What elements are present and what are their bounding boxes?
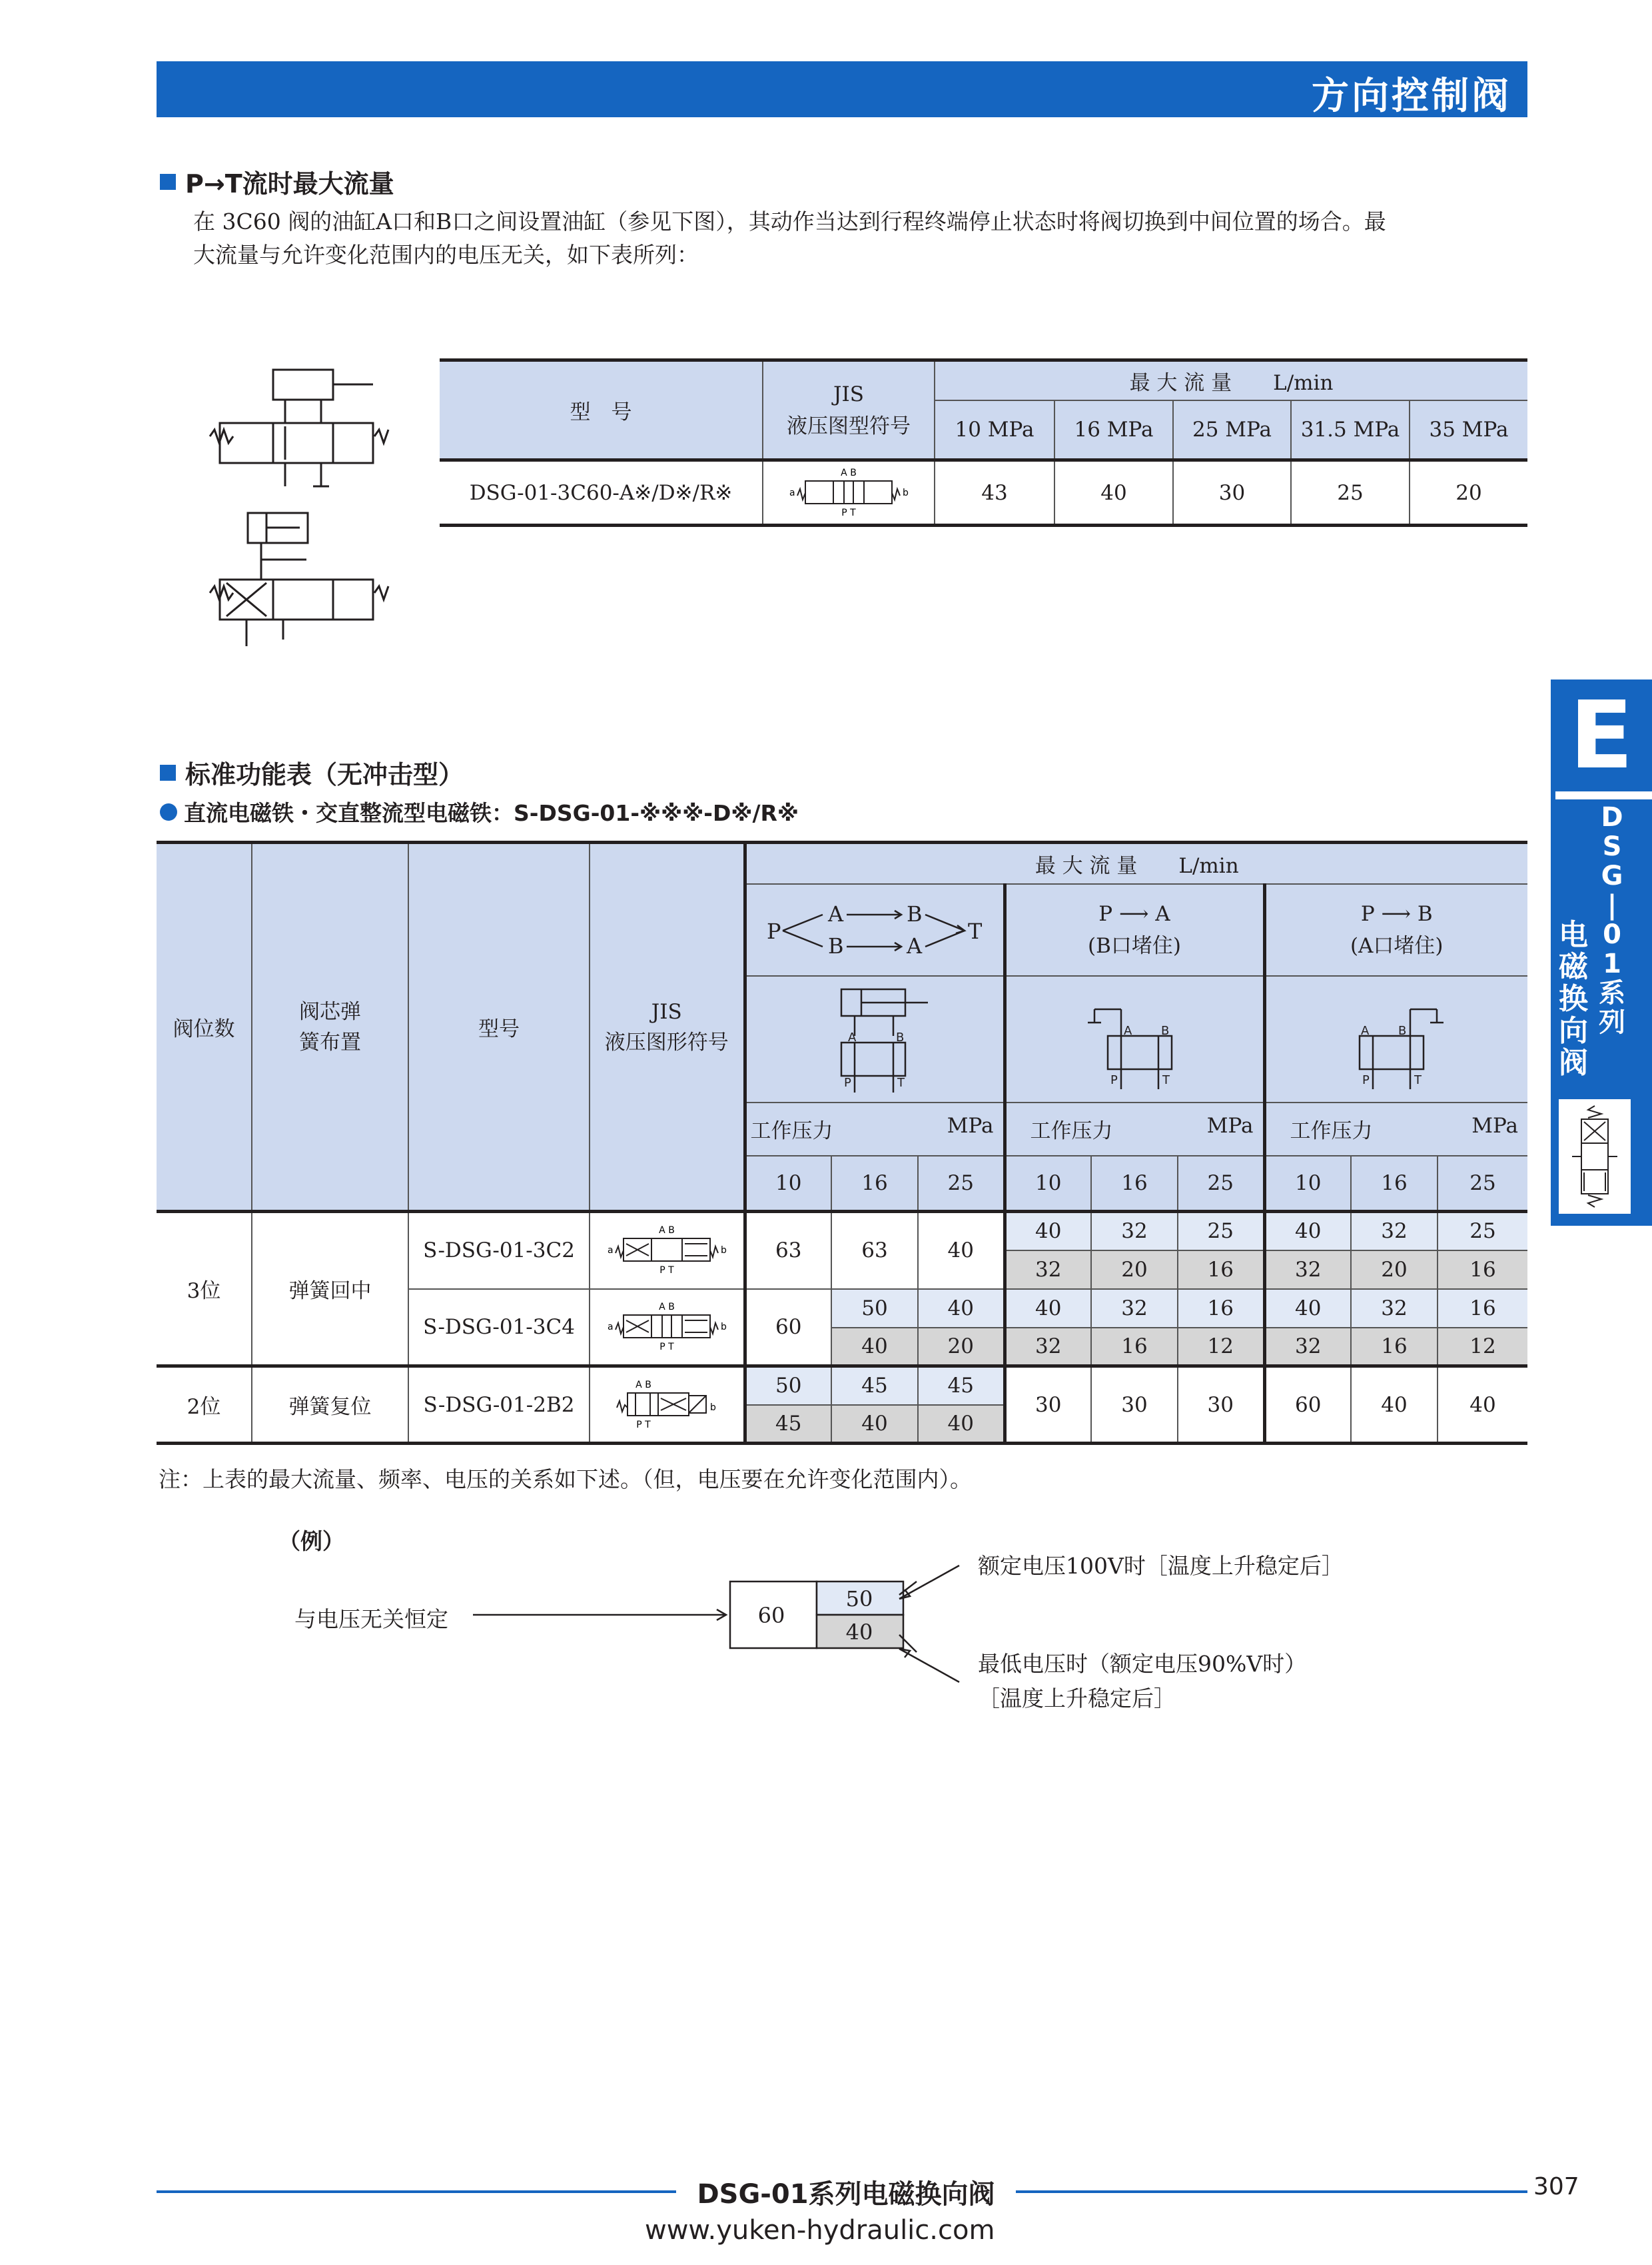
side-tab-series: [1592, 803, 1632, 1037]
flow-value: 25: [1178, 1212, 1264, 1250]
function-table: [157, 841, 1527, 1445]
jis-symbol-cell: [590, 1289, 745, 1366]
svg-text:a: a: [607, 1245, 614, 1256]
blocked-b-icon: [1074, 983, 1194, 1096]
spool-cell: 弹簧回中: [252, 1212, 408, 1366]
svg-text:50: 50: [845, 1586, 873, 1611]
col-model-header: 型 号: [440, 360, 763, 460]
flow-value: 25: [1438, 1212, 1527, 1250]
side-tab-words: [1553, 919, 1593, 1079]
svg-text:P T: P T: [659, 1265, 674, 1276]
flow-value: 40: [1264, 1289, 1351, 1328]
flow-value: 32: [1264, 1328, 1351, 1366]
jis-symbol-cell: [590, 1366, 745, 1444]
flow-value: 20: [1091, 1250, 1178, 1289]
spool-cell: 弹簧复位: [252, 1366, 408, 1444]
footer-title: DSG-01系列电磁换向阀: [697, 2179, 995, 2210]
flow-value: 40: [1351, 1366, 1438, 1444]
flow-value: 12: [1178, 1328, 1264, 1366]
flow-value: 40: [1005, 1289, 1091, 1328]
flow-value: 45: [745, 1405, 831, 1444]
series-char: S: [1602, 831, 1622, 862]
flow-value: 60: [1264, 1366, 1351, 1444]
jis-sublabel: 液压图型符号: [787, 414, 911, 438]
svg-text:a: a: [789, 487, 795, 498]
svg-text:A B: A B: [635, 1379, 651, 1390]
flow-value: 60: [745, 1289, 831, 1366]
svg-text:A B: A B: [658, 1225, 675, 1236]
flow-path-pabt: [745, 884, 1005, 976]
wp-text: 工作压力: [1290, 1119, 1373, 1143]
flow-value: 40: [1054, 460, 1173, 526]
flow-title: P ⟶ B: [1360, 901, 1433, 926]
flow-value: 40: [1264, 1212, 1351, 1250]
example-label: （例）: [278, 1528, 344, 1554]
svg-text:A B: A B: [658, 1301, 675, 1312]
flow-value: 45: [918, 1366, 1005, 1405]
jis-symbol-cell: [590, 1212, 745, 1289]
paragraph-line: 在 3C60 阀的油缸A口和B口之间设置油缸（参见下图），其动作当达到行程终端停止状态时将阀切换到中间位置的场合。最: [193, 209, 1386, 234]
flow-value: 25: [1291, 460, 1410, 526]
circle-bullet-icon: [160, 803, 177, 821]
flow-value: 40: [918, 1212, 1005, 1289]
pressure-col: 16: [831, 1156, 918, 1212]
svg-text:T: T: [1162, 1073, 1170, 1087]
svg-text:P: P: [767, 918, 781, 944]
pressure-col: 16: [1351, 1156, 1438, 1212]
side-tab-letter: E: [1569, 681, 1633, 790]
work-pressure-label: [1005, 1103, 1264, 1156]
header-banner: [157, 61, 1527, 117]
series-char: 列: [1599, 1007, 1625, 1038]
wp-unit: MPa: [947, 1114, 994, 1138]
model-cell: S-DSG-01-2B2: [408, 1366, 590, 1444]
pressure-col: 25: [918, 1156, 1005, 1212]
side-tab-divider: [1555, 791, 1652, 799]
word-char: 磁: [1559, 950, 1588, 984]
circuit-sketch-3: [1264, 976, 1527, 1103]
flow-value: 20: [1455, 480, 1482, 505]
pressure-header: 10 MPa: [935, 400, 1054, 460]
svg-text:60: 60: [757, 1603, 785, 1628]
h-model: 型号: [408, 843, 590, 1212]
svg-text:T: T: [968, 918, 983, 944]
example-left-text: 与电压无关恒定: [294, 1606, 448, 1632]
wp-text: 工作压力: [1030, 1119, 1113, 1143]
side-tab-valve-icon: [1559, 1099, 1631, 1214]
svg-text:P T: P T: [636, 1419, 651, 1430]
valve-3c2-symbol-icon: [604, 1224, 730, 1277]
flow-value: 16: [1438, 1289, 1527, 1328]
pressure-header: 35 MPa: [1429, 417, 1509, 442]
pressure-col: 25: [1469, 1170, 1496, 1195]
svg-text:B: B: [1161, 1023, 1170, 1038]
svg-text:P: P: [1362, 1073, 1370, 1087]
page-number: 307: [1533, 2173, 1579, 2200]
col-flow-header: 最 大 流 量 L/min: [935, 360, 1527, 400]
model-cell: S-DSG-01-3C4: [408, 1289, 590, 1366]
svg-text:A: A: [1124, 1023, 1132, 1038]
flow-value: 40: [831, 1405, 918, 1444]
flow-value: 16: [1438, 1250, 1527, 1289]
flow-note: (B口堵住): [1088, 933, 1181, 958]
flow-value: 63: [831, 1212, 918, 1289]
valve-vertical-icon: [1559, 1099, 1631, 1214]
h-spool: [252, 843, 408, 1212]
valve-3c4-symbol-icon: [604, 1300, 730, 1354]
paragraph-line: 大流量与允许变化范围内的电压无关，如下表所列：: [193, 242, 699, 268]
svg-text:b: b: [903, 487, 909, 498]
example-right-top: 额定电压100V时［温度上升稳定后］: [978, 1553, 1344, 1579]
word-char: 换: [1559, 982, 1588, 1016]
svg-text:a: a: [607, 1321, 614, 1332]
flow-value: 40: [1438, 1366, 1527, 1444]
flow-value: 32: [1264, 1250, 1351, 1289]
positions-cell: 3位: [157, 1212, 252, 1366]
pressure-col: 10: [745, 1156, 831, 1212]
flow-value: 30: [1173, 460, 1291, 526]
svg-text:P: P: [1110, 1073, 1118, 1087]
footer-url[interactable]: www.yuken-hydraulic.com: [645, 2215, 995, 2246]
svg-text:B: B: [907, 901, 923, 927]
pressure-header: 25 MPa: [1173, 400, 1291, 460]
flow-value: 20: [1351, 1250, 1438, 1289]
flow-value: 16: [1178, 1289, 1264, 1328]
circuit-sketch-1: [745, 976, 1005, 1103]
svg-text:B: B: [1398, 1023, 1407, 1038]
svg-text:P T: P T: [841, 507, 856, 518]
page-title: 方向控制阀: [1312, 75, 1511, 118]
footer-line-right: [1016, 2190, 1527, 2193]
svg-text:T: T: [897, 1075, 905, 1090]
flow-value: 40: [1005, 1212, 1091, 1250]
flow-value: 16: [1178, 1250, 1264, 1289]
cylinder-circuit-diagram-bottom: [206, 506, 393, 653]
flow-value: 32: [1091, 1212, 1178, 1250]
wp-unit: MPa: [1206, 1114, 1254, 1138]
series-char: 系: [1599, 978, 1625, 1009]
section1-paragraph: [193, 205, 1532, 272]
flow-value: 32: [1351, 1289, 1438, 1328]
example-arrows: [893, 1552, 973, 1685]
flow-path-pb: [1264, 884, 1527, 976]
flow-value: 32: [1005, 1250, 1091, 1289]
work-pressure-label: [745, 1103, 1005, 1156]
flow-value: 43: [935, 460, 1054, 526]
cylinder-icon: [815, 983, 935, 1096]
flow-value: 30: [1005, 1366, 1091, 1444]
svg-text:P T: P T: [659, 1341, 674, 1352]
blocked-a-icon: [1337, 983, 1457, 1096]
svg-text:T: T: [1414, 1073, 1422, 1087]
series-char: D: [1601, 802, 1623, 833]
flow-value: 12: [1438, 1328, 1527, 1366]
word-char: 阀: [1559, 1046, 1588, 1080]
svg-text:B: B: [828, 933, 844, 959]
jis-sublabel: 液压图形符号: [604, 1030, 729, 1055]
jis-label: JIS: [651, 999, 682, 1024]
wp-text: 工作压力: [750, 1119, 833, 1143]
svg-text:B: B: [896, 1030, 905, 1045]
flow-value: 16: [1091, 1328, 1178, 1366]
flow-value: 40: [831, 1328, 918, 1366]
section1-heading: [160, 163, 394, 200]
svg-text:A: A: [1360, 1023, 1370, 1038]
footer-line-left: [157, 2190, 676, 2193]
wp-unit: MPa: [1471, 1114, 1518, 1138]
series-char: 0: [1603, 919, 1621, 950]
table-note: 注：上表的最大流量、频率、电压的关系如下述。（但，电压要在允许变化范围内）。: [159, 1466, 972, 1492]
flow-value: 16: [1351, 1328, 1438, 1366]
model-cell: DSG-01-3C60-A※/D※/R※: [440, 460, 763, 526]
svg-text:A: A: [828, 901, 844, 927]
svg-text:P: P: [844, 1075, 851, 1090]
flow-value: 40: [918, 1289, 1005, 1328]
series-char: G: [1601, 861, 1623, 891]
section2-subtitle: 直流电磁铁・交直整流型电磁铁：S-DSG-01-※※※-D※/R※: [184, 800, 799, 826]
svg-text:40: 40: [845, 1619, 873, 1645]
svg-text:A B: A B: [841, 467, 857, 478]
valve-2b2-symbol-icon: [604, 1378, 730, 1432]
svg-text:b: b: [720, 1245, 727, 1256]
word-char: 向: [1559, 1014, 1588, 1048]
flow-value: 63: [745, 1212, 831, 1289]
work-pressure-label: [1264, 1103, 1527, 1156]
circuit-sketch-2: [1005, 976, 1264, 1103]
flow-value: 32: [1091, 1289, 1178, 1328]
flow-value: 32: [1351, 1212, 1438, 1250]
pressure-col: 16: [1091, 1156, 1178, 1212]
flow-value: 30: [1091, 1366, 1178, 1444]
pressure-col: 10: [1005, 1156, 1091, 1212]
section1-title: P→T流时最大流量: [185, 169, 394, 199]
square-bullet-icon: [160, 765, 176, 781]
section2-subheading: [160, 796, 799, 827]
cylinder-circuit-diagram-top: [206, 363, 393, 496]
pressure-header: 31.5 MPa: [1291, 400, 1410, 460]
col-jis-header: [763, 360, 935, 460]
pressure-col: 10: [1264, 1156, 1351, 1212]
spool-label-line: 簧布置: [299, 1030, 361, 1055]
flow-value: 20: [918, 1328, 1005, 1366]
flow-value: 32: [1005, 1328, 1091, 1366]
svg-text:b: b: [720, 1321, 727, 1332]
svg-text:A: A: [848, 1030, 857, 1045]
example-right-bottom: [978, 1647, 1306, 1716]
h-flow: 最 大 流 量 L/min: [745, 843, 1527, 884]
svg-text:A: A: [907, 933, 923, 959]
series-char: |: [1607, 890, 1617, 921]
flow-value: 50: [745, 1366, 831, 1405]
pt-flow-table: [440, 358, 1527, 527]
model-cell: S-DSG-01-3C2: [408, 1212, 590, 1289]
flow-note: (A口堵住): [1350, 933, 1444, 958]
pressure-col: 25: [1178, 1156, 1264, 1212]
positions-cell: 2位: [157, 1366, 252, 1444]
h-positions: 阀位数: [157, 843, 252, 1212]
section2-heading: [160, 754, 464, 791]
flow-value: 45: [831, 1366, 918, 1405]
right-bottom-line: 最低电压时（额定电压90%V时）: [978, 1651, 1307, 1677]
flow-value: 30: [1178, 1366, 1264, 1444]
jis-label: JIS: [833, 382, 864, 406]
section2-title: 标准功能表（无冲击型）: [185, 760, 464, 789]
series-char: 1: [1603, 949, 1621, 979]
example-diagram: [466, 1572, 919, 1672]
pressure-header: 16 MPa: [1054, 400, 1173, 460]
flow-arrows-icon: [761, 893, 988, 967]
right-bottom-line: ［温度上升稳定后］: [978, 1685, 1176, 1711]
spool-label-line: 阀芯弹: [299, 999, 361, 1024]
flow-value: 50: [831, 1289, 918, 1328]
jis-symbol-cell: [763, 460, 935, 526]
flow-value: 40: [918, 1405, 1005, 1444]
svg-text:b: b: [709, 1402, 716, 1413]
square-bullet-icon: [160, 174, 176, 190]
h-jis: [590, 843, 745, 1212]
word-char: 电: [1559, 918, 1588, 952]
flow-path-pa: [1005, 884, 1264, 976]
valve-symbol-icon: [785, 466, 912, 520]
flow-title: P ⟶ A: [1098, 901, 1170, 926]
